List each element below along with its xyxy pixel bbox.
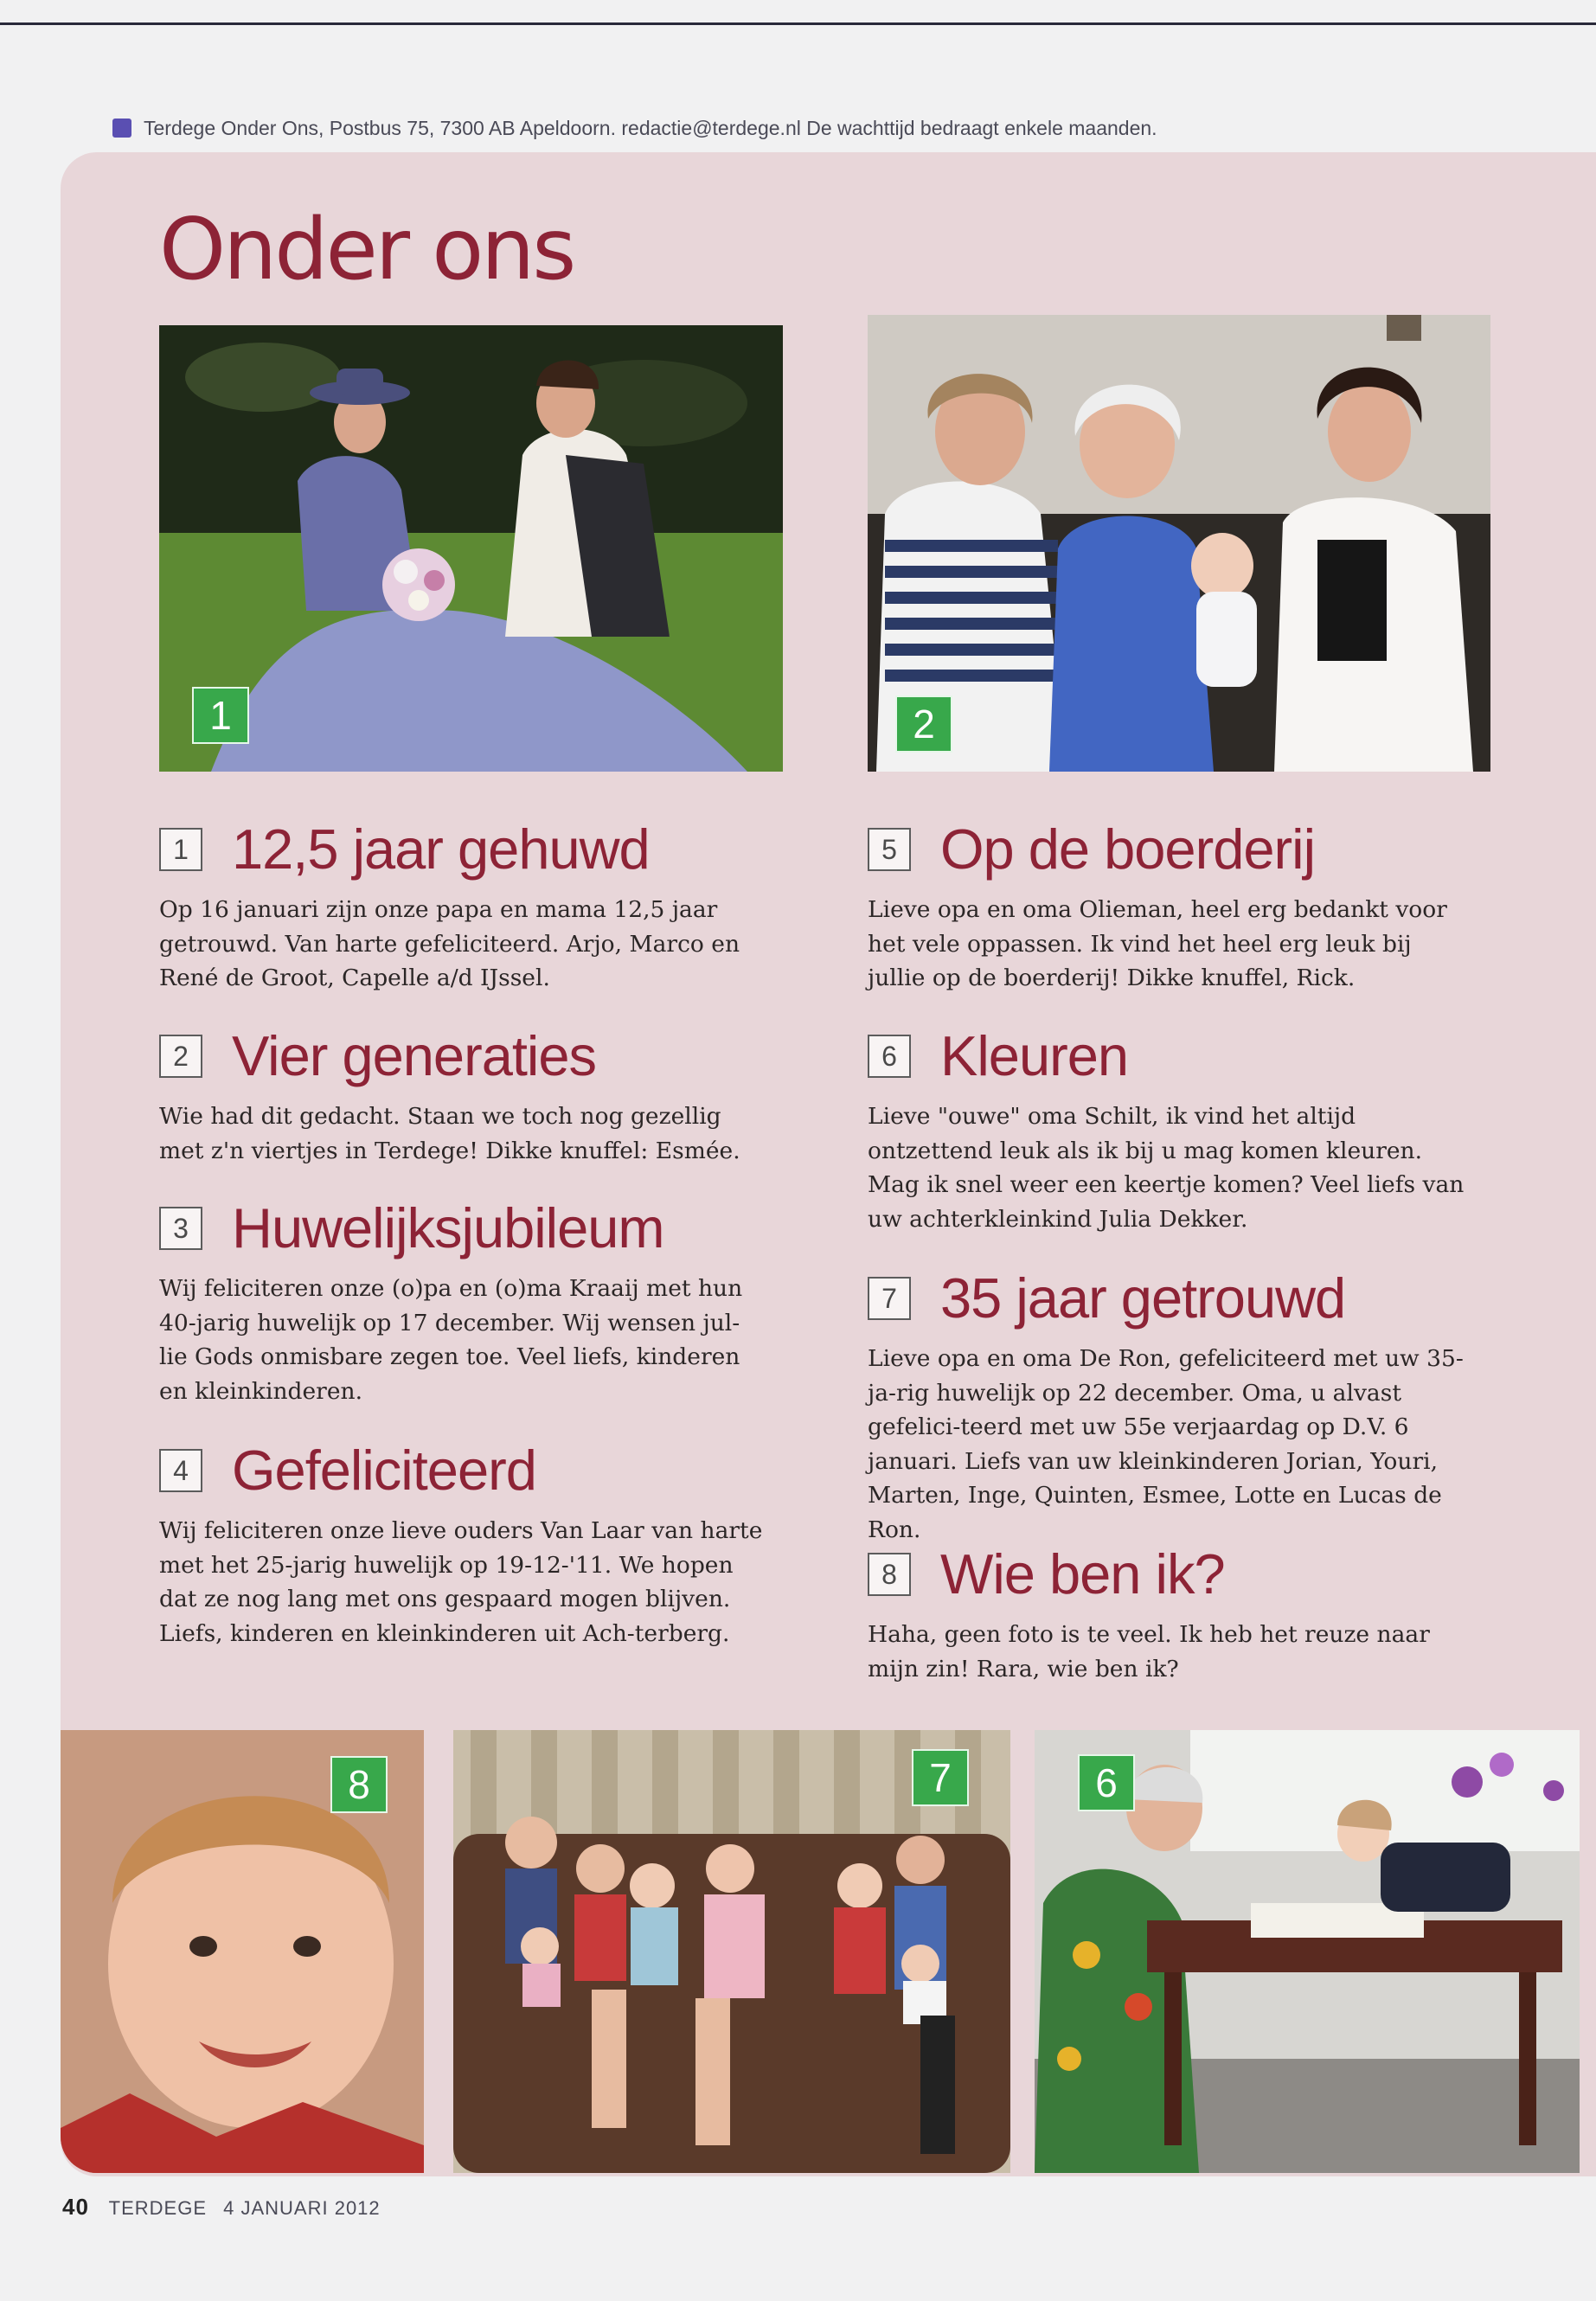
article-number: 3 bbox=[159, 1207, 202, 1250]
article-heading bbox=[868, 815, 1473, 884]
article-number: 4 bbox=[159, 1449, 202, 1492]
article-heading-text: Huwelijksjubileum bbox=[232, 1196, 664, 1259]
article-2 bbox=[159, 1022, 765, 1168]
issue-date: 4 JANUARI 2012 bbox=[223, 2197, 381, 2219]
article-7 bbox=[868, 1264, 1473, 1547]
article-body: Lieve opa en oma De Ron, gefeliciteerd met uw 35-ja-rig huwelijk op 22 december. Oma, u alvast gefelici-teerd met uw 55e verjaardag op D.V. 6 januari. Liefs van uw kleinkinderen Jorian, Youri, Marten, Inge, Quinten, Esmee, Lotte en Lucas de Ron. bbox=[868, 1345, 1464, 1543]
article-heading bbox=[868, 1264, 1473, 1333]
article-heading-text: 35 jaar getrouwd bbox=[940, 1266, 1346, 1330]
article-heading-text: Op de boerderij bbox=[940, 817, 1316, 881]
article-heading-text: Wie ben ik? bbox=[940, 1542, 1225, 1606]
article-heading-text: 12,5 jaar gehuwd bbox=[232, 817, 650, 881]
article-body: Haha, geen foto is te veel. Ik heb het reuze naar mijn zin! Rara, wie ben ik? bbox=[868, 1621, 1430, 1682]
article-heading bbox=[159, 815, 765, 884]
photo-badge: 8 bbox=[330, 1756, 388, 1813]
photo-badge: 6 bbox=[1078, 1754, 1135, 1811]
article-number: 5 bbox=[868, 828, 911, 871]
article-heading bbox=[159, 1022, 765, 1091]
article-6 bbox=[868, 1022, 1473, 1236]
article-4 bbox=[159, 1436, 765, 1650]
photo-coloring-at-table bbox=[1035, 1730, 1580, 2173]
article-number: 2 bbox=[159, 1035, 202, 1078]
photo-badge: 2 bbox=[895, 695, 952, 753]
article-3 bbox=[159, 1194, 765, 1408]
article-number: 8 bbox=[868, 1553, 911, 1596]
article-heading bbox=[159, 1194, 765, 1263]
publication-name: TERDEGE bbox=[108, 2197, 207, 2219]
article-number: 1 bbox=[159, 828, 202, 871]
photo-toddler bbox=[61, 1730, 424, 2173]
article-body: Wij feliciteren onze lieve ouders Van Laar van harte met het 25-jarig huwelijk op 19-12-'11. We hopen dat ze nog lang met ons gespaard mogen blijven. Liefs, kinderen en kleinkinderen uit Ach-terberg. bbox=[159, 1517, 763, 1647]
photo-badge: 1 bbox=[192, 687, 249, 744]
page-title: Onder ons bbox=[159, 201, 574, 299]
photo-wedding-couple bbox=[159, 325, 783, 772]
article-body: Wie had dit gedacht. Staan we toch nog gezellig met z'n viertjes in Terdege! Dikke knuffel: Esmée. bbox=[159, 1103, 740, 1164]
bullet-square-icon bbox=[112, 119, 131, 138]
submission-info bbox=[112, 114, 1157, 142]
article-heading bbox=[159, 1436, 765, 1505]
top-rule bbox=[0, 22, 1596, 25]
article-body: Lieve "ouwe" oma Schilt, ik vind het altijd ontzettend leuk als ik bij u mag komen kleuren. Mag ik snel weer een keertje komen? Veel liefs van uw achterkleinkind Julia Dekker. bbox=[868, 1103, 1465, 1233]
article-8 bbox=[868, 1540, 1473, 1686]
article-5 bbox=[868, 815, 1473, 996]
article-heading-text: Vier generaties bbox=[232, 1024, 597, 1087]
article-body: Wij feliciteren onze (o)pa en (o)ma Kraaij met hun 40-jarig huwelijk op 17 december. Wij wensen jul-lie Gods onmisbare zegen toe. Veel liefs, kinderen en kleinkinderen. bbox=[159, 1275, 743, 1405]
article-body: Op 16 januari zijn onze papa en mama 12,5 jaar getrouwd. Van harte gefeliciteerd. Arjo, Marco en René de Groot, Capelle a/d IJssel. bbox=[159, 896, 740, 991]
article-number: 6 bbox=[868, 1035, 911, 1078]
photo-four-generations bbox=[868, 315, 1490, 772]
article-heading bbox=[868, 1022, 1473, 1091]
photo-badge: 7 bbox=[912, 1749, 969, 1806]
article-heading-text: Kleuren bbox=[940, 1024, 1129, 1087]
page-number: 40 bbox=[62, 2194, 89, 2220]
article-heading bbox=[868, 1540, 1473, 1609]
article-1 bbox=[159, 815, 765, 996]
photo-grandchildren-on-couch bbox=[453, 1730, 1010, 2173]
submission-info-text: Terdege Onder Ons, Postbus 75, 7300 AB Apeldoorn. redactie@terdege.nl De wachttijd bedraagt enkele maanden. bbox=[144, 116, 1157, 139]
article-body: Lieve opa en oma Olieman, heel erg bedankt voor het vele oppassen. Ik vind het heel erg leuk bij jullie op de boerderij! Dikke knuffel, Rick. bbox=[868, 896, 1447, 991]
page-footer bbox=[62, 2194, 381, 2221]
article-heading-text: Gefeliciteerd bbox=[232, 1439, 536, 1502]
article-number: 7 bbox=[868, 1277, 911, 1320]
